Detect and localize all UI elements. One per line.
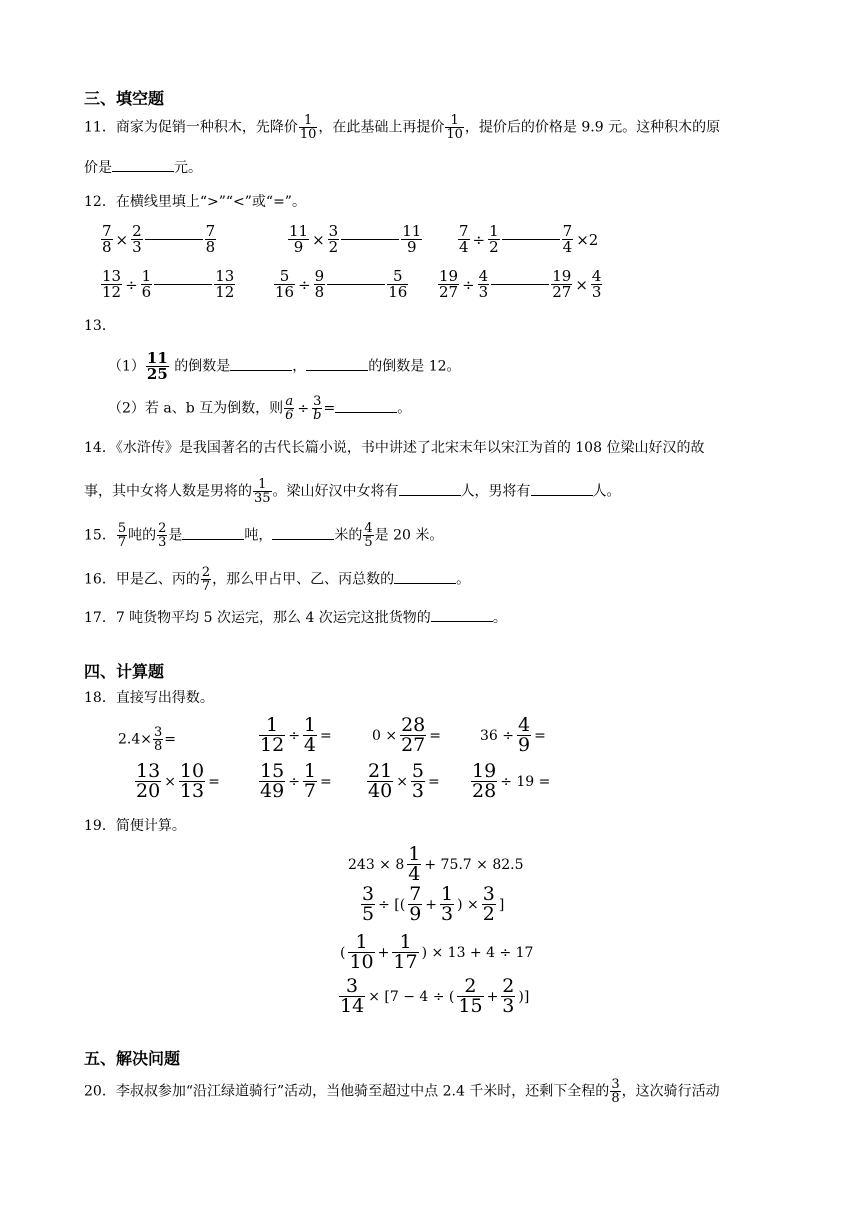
question-20 — [84, 1078, 720, 1105]
question-text: 《水浒传》是我国著名的古代长篇小说，书中讲述了北宋末年以宋江为首的 108 位梁山好汉的故 — [115, 440, 705, 456]
question-text: 价是 — [84, 160, 112, 176]
calc-expr-2: $\frac{1}{12}$ ÷ $\frac{1}{4}$ = — [260, 714, 332, 756]
fraction: $\frac{3}{8}$ — [611, 1077, 620, 1106]
question-text: 事，其中女将人数是男将的 — [84, 483, 252, 500]
compare-blank[interactable] — [491, 284, 549, 285]
question-number: 14． — [84, 440, 116, 456]
fraction: $\frac{5}{3}$ — [411, 760, 425, 802]
fraction: $\frac{21}{40}$ — [368, 760, 393, 802]
question-text: 人。 — [592, 483, 621, 500]
section-title-fill: 三、填空题 — [84, 89, 165, 108]
question-15 — [84, 522, 443, 549]
fraction: $\frac{7}{8}$ — [102, 222, 112, 256]
question-text: 的倒数是 12。 — [368, 358, 461, 375]
equals-sign: = — [323, 400, 336, 417]
question-number: 17． — [84, 610, 116, 626]
operator: ÷ — [472, 230, 486, 249]
simplify-expr-3: ( $\frac{1}{10}$ + $\frac{1}{17}$ ) × 13 + 4 ÷ 17 — [340, 931, 534, 973]
answer-blank[interactable] — [531, 481, 593, 496]
calc-expr-5: $\frac{13}{20}$ × $\frac{10}{13}$ = — [136, 760, 220, 802]
calc-expr-7: $\frac{21}{40}$ × $\frac{5}{3}$ = — [368, 760, 440, 802]
answer-blank[interactable] — [335, 398, 397, 413]
fraction: $\frac{7}{8}$ — [205, 222, 216, 256]
fraction: $\frac{1}{3}$ — [441, 883, 454, 925]
operator: ÷ — [125, 275, 138, 294]
question-text: 是 20 米。 — [374, 527, 444, 544]
question-number: 12． — [84, 194, 116, 210]
fraction: $\frac{1}{10}$ — [349, 931, 374, 973]
fraction: $\frac{7}{4}$ — [459, 222, 469, 256]
fraction: $\frac{13}{12}$ — [215, 267, 235, 301]
question-text: 人，男将有 — [460, 483, 531, 500]
fraction: $\frac{3}{8}$ — [154, 725, 163, 754]
operator: ÷ — [298, 275, 311, 294]
fraction: $\frac{3}{5}$ — [362, 883, 375, 925]
question-text: 吨， — [244, 527, 273, 544]
compare-blank[interactable] — [154, 284, 212, 285]
fraction: $\frac{7}{9}$ — [409, 883, 422, 925]
simplify-expr-2: $\frac{3}{5}$ ÷ [( $\frac{7}{9}$ + $\frac{1}{3}$ ) × $\frac{3}{2}$ ] — [362, 883, 505, 925]
fraction: $\frac{7}{4}$ — [562, 222, 573, 256]
fraction: $\frac{13}{20}$ — [136, 760, 161, 802]
fraction: $\frac{2}{3}$ — [158, 521, 167, 550]
answer-blank[interactable] — [272, 525, 334, 540]
fraction: $\frac{10}{13}$ — [179, 760, 205, 802]
question-text: ， — [292, 358, 307, 375]
question-number: 11． — [84, 119, 116, 136]
compare-blank[interactable] — [327, 284, 385, 285]
fraction: $\frac{19}{27}$ — [439, 267, 459, 301]
fraction: $\frac{1}{12}$ — [260, 714, 285, 756]
fraction: $\frac{4}{3}$ — [478, 267, 489, 301]
fraction: $\frac{1}{6}$ — [141, 267, 152, 301]
question-number: 16． — [84, 571, 116, 588]
fraction: $\frac{13}{12}$ — [102, 267, 122, 301]
question-number: 20． — [84, 1083, 116, 1100]
fraction: $\frac{a}{6}$ — [285, 394, 294, 423]
fraction: $\frac{3}{2}$ — [482, 883, 495, 925]
fraction: $\frac{15}{49}$ — [260, 760, 285, 802]
section-title-calc: 四、计算题 — [84, 662, 165, 681]
calc-expr-3: 0 × $\frac{28}{27}$ = — [372, 714, 442, 756]
calc-expr-1: 2.4× $\frac{3}{8}$ = — [118, 725, 177, 754]
question-number: 18． — [84, 690, 116, 706]
calc-expr-4: 36 ÷ $\frac{4}{9}$ = — [480, 714, 546, 756]
fraction: $\frac{9}{8}$ — [314, 267, 325, 301]
compare-item — [457, 224, 600, 255]
fraction: $\frac{5}{16}$ — [388, 267, 408, 301]
question-13-part2 — [108, 395, 411, 422]
fraction: $\frac{4}{3}$ — [591, 267, 602, 301]
operator: × — [115, 230, 129, 249]
part-label: （1） — [108, 358, 145, 375]
question-text: 元。 — [174, 160, 202, 176]
fraction: $\frac{4}{9}$ — [518, 714, 531, 756]
answer-blank[interactable] — [399, 481, 461, 496]
calc-expr-8: $\frac{19}{28}$ ÷ 19 = — [472, 760, 551, 802]
fraction: $\frac{28}{27}$ — [401, 714, 426, 756]
question-text: 米的 — [334, 527, 363, 544]
question-13-part1 — [108, 351, 461, 382]
calc-expr-6: $\frac{15}{49}$ ÷ $\frac{1}{7}$ = — [260, 760, 332, 802]
question-text: ，这次骑行活动 — [621, 1083, 720, 1100]
question-14-line2 — [84, 478, 621, 505]
fraction: $\frac{5}{7}$ — [117, 521, 127, 550]
question-text: 的倒数是 — [169, 358, 231, 375]
question-text: 在横线里填上“>”“<”或“=”。 — [115, 194, 306, 210]
fraction: $\frac{2}{7}$ — [201, 565, 211, 594]
question-17 — [84, 607, 507, 628]
compare-blank[interactable] — [341, 239, 399, 240]
operator-tail: ×2 — [576, 230, 599, 249]
fraction: $\frac{1}{10}$ — [446, 113, 463, 142]
fraction: $\frac{11}{25}$ — [146, 349, 168, 383]
compare-blank[interactable] — [502, 239, 560, 240]
operator: × — [575, 275, 588, 294]
fraction: $\frac{2}{3}$ — [502, 975, 515, 1017]
simplify-expr-1: 243 × 8 $\frac{1}{4}$ + 75.7 × 82.5 — [348, 843, 524, 885]
fraction: $\frac{1}{10}$ — [299, 113, 317, 142]
fraction: $\frac{19}{28}$ — [472, 760, 497, 802]
question-number: 15． — [84, 527, 116, 544]
fraction: $\frac{1}{4}$ — [303, 714, 317, 756]
question-12-text — [84, 192, 306, 212]
answer-blank[interactable] — [306, 356, 368, 371]
question-text: 直接写出得数。 — [115, 690, 214, 706]
operator: ÷ — [297, 400, 310, 417]
question-text: ，提价后的价格是 9.9 元。这种积木的原 — [464, 119, 721, 136]
fraction: $\frac{11}{9}$ — [402, 222, 422, 256]
fraction: $\frac{11}{9}$ — [289, 222, 309, 256]
operator: ÷ — [462, 275, 475, 294]
answer-blank[interactable] — [230, 356, 292, 371]
question-11-line1 — [84, 114, 720, 141]
question-text: 。 — [456, 571, 471, 588]
answer-blank[interactable] — [112, 157, 174, 172]
fraction: $\frac{2}{3}$ — [132, 222, 142, 256]
fraction: $\frac{3}{b}$ — [313, 394, 322, 423]
fraction: $\frac{4}{5}$ — [364, 521, 373, 550]
question-16 — [84, 566, 470, 593]
compare-item — [100, 269, 236, 300]
compare-item — [287, 224, 423, 255]
question-text: 李叔叔参加“沿江绿道骑行”活动，当他骑至超过中点 2.4 千米时，还剩下全程的 — [115, 1083, 610, 1100]
question-text: 商家为促销一种积木，先降价 — [115, 119, 298, 136]
fraction: $\frac{1}{17}$ — [393, 931, 418, 973]
answer-blank[interactable] — [394, 569, 456, 584]
question-11-line2 — [84, 157, 202, 178]
fraction: $\frac{3}{14}$ — [340, 975, 365, 1017]
question-text: 简便计算。 — [115, 818, 186, 834]
simplify-expr-4: $\frac{3}{14}$ × [7 − 4 ÷ ( $\frac{2}{15}$ + $\frac{2}{3}$ )] — [340, 975, 530, 1017]
fraction: $\frac{1}{35}$ — [254, 477, 271, 506]
question-13-number: 13． — [84, 318, 116, 334]
section-title-solve: 五、解决问题 — [84, 1049, 181, 1068]
fraction: $\frac{1}{2}$ — [489, 222, 499, 256]
operator: × — [312, 230, 325, 249]
question-number: 19． — [84, 818, 116, 834]
question-19-text — [84, 816, 186, 836]
fraction: $\frac{2}{15}$ — [458, 975, 483, 1017]
fraction: $\frac{1}{4}$ — [408, 843, 421, 885]
question-text: ，在此基础上再提价 — [318, 119, 445, 136]
fraction: $\frac{19}{27}$ — [552, 267, 572, 301]
question-text: 7 吨货物平均 5 次运完，那么 4 次运完这批货物的 — [115, 610, 431, 626]
question-text: 。 — [492, 610, 507, 626]
compare-item — [437, 269, 603, 300]
fraction: $\frac{1}{7}$ — [303, 760, 317, 802]
question-18-text — [84, 688, 214, 708]
question-14-line1 — [84, 438, 704, 458]
fraction: $\frac{3}{2}$ — [328, 222, 339, 256]
compare-item — [273, 269, 409, 300]
fraction: $\frac{5}{16}$ — [275, 267, 295, 301]
question-text: 。梁山好汉中女将有 — [272, 483, 399, 500]
compare-item — [100, 224, 217, 255]
question-text: 是 — [168, 527, 183, 544]
question-text: （2）若 a、b 互为倒数，则 — [108, 400, 284, 417]
answer-blank[interactable] — [182, 525, 244, 540]
compare-blank[interactable] — [145, 239, 203, 240]
question-text: 甲是乙、丙的 — [115, 571, 200, 588]
question-text: 吨的 — [128, 527, 157, 544]
answer-blank[interactable] — [431, 607, 493, 622]
question-text: ，那么甲占甲、乙、丙总数的 — [212, 571, 395, 588]
question-text: 。 — [397, 400, 412, 417]
